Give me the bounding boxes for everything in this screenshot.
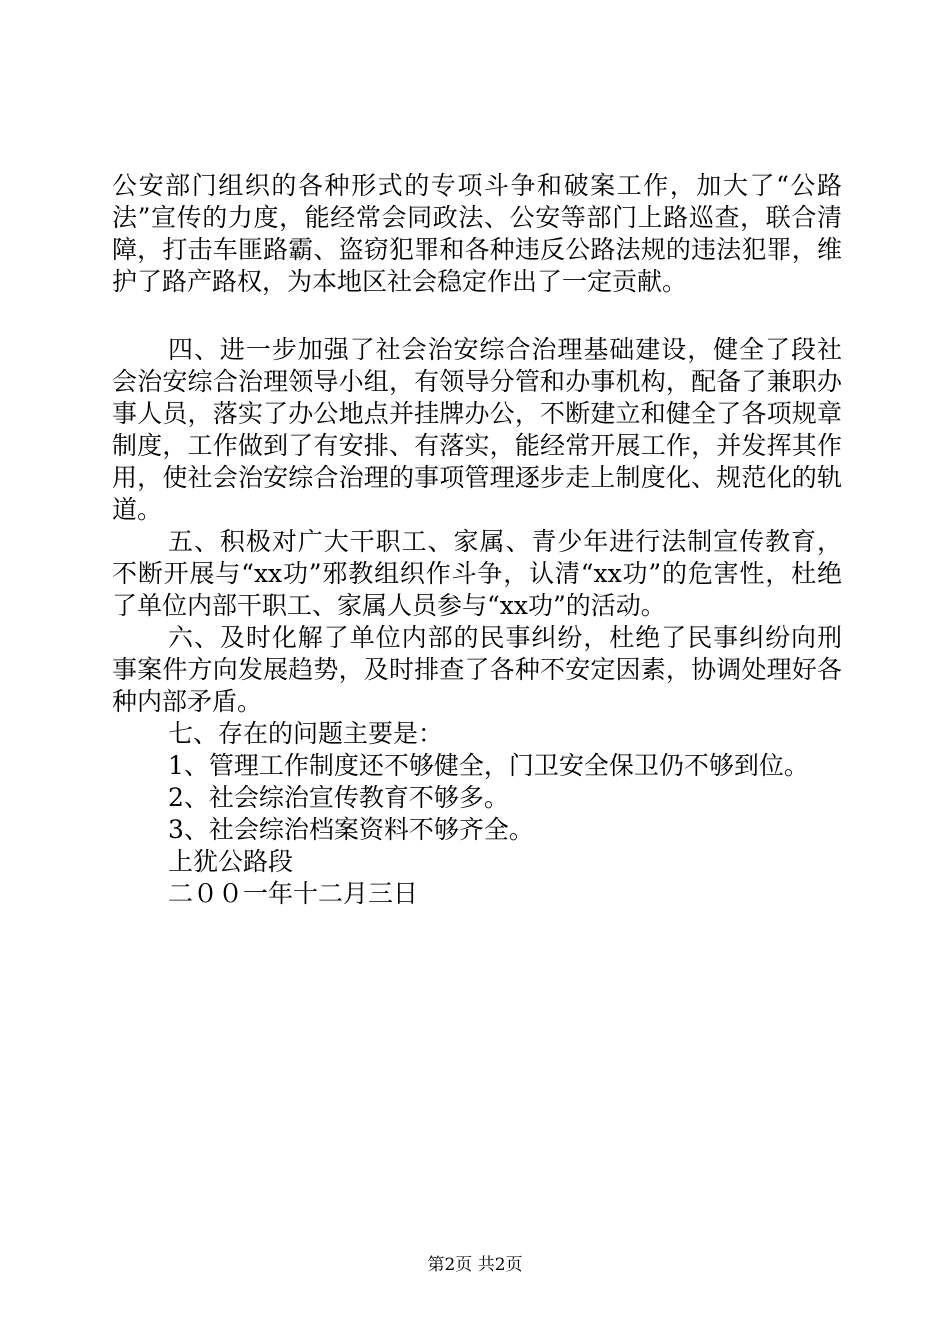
page-number: 第2页 共2页 [427,1255,523,1275]
document-body [112,170,842,910]
issue-item-3: 3、社会综治档案资料不够齐全。 [168,815,534,844]
paragraph-four: 四、进一步加强了社会治安综合治理基础建设，健全了段社会治安综合治理领导小组，有领导分管和办事机构，配备了兼职办事人员，落实了办公地点并挂牌办公，不断建立和健全了各项规章制度，工作做到了有安排、有落实，能经常开展工作，并发挥其作用，使社会治安综合治理的事项管理逐步走上制度化、规范化的轨道。 [112,335,842,524]
issues-heading: 七、存在的问题主要是： [168,719,444,748]
issue-item-2: 2、社会综治宣传教育不够多。 [168,783,509,812]
issue-item-1: 1、管理工作制度还不够健全，门卫安全保卫仍不够到位。 [168,751,809,780]
paragraph-continuation: 公安部门组织的各种形式的专项斗争和破案工作，加大了“公路法”宣传的力度，能经常会同政法、公安等部门上路巡查，联合清障，打击车匪路霸、盗窃犯罪和各种违反公路法规的违法犯罪，维护了路产路权，为本地区社会稳定作出了一定贡献。 [112,171,842,296]
paragraph-six: 六、及时化解了单位内部的民事纠纷，杜绝了民事纠纷向刑事案件方向发展趋势，及时排查了各种不安定因素，协调处理好各种内部矛盾。 [112,623,842,716]
signature-organization: 上犹公路段 [168,847,294,876]
paragraph-five: 五、积极对广大干职工、家属、青少年进行法制宣传教育，不断开展与“xx功”邪教组织作斗争，认清“xx功”的危害性，杜绝了单位内部干职工、家属人员参与“xx功”的活动。 [112,527,842,620]
signature-date: 二００一年十二月三日 [168,879,419,908]
